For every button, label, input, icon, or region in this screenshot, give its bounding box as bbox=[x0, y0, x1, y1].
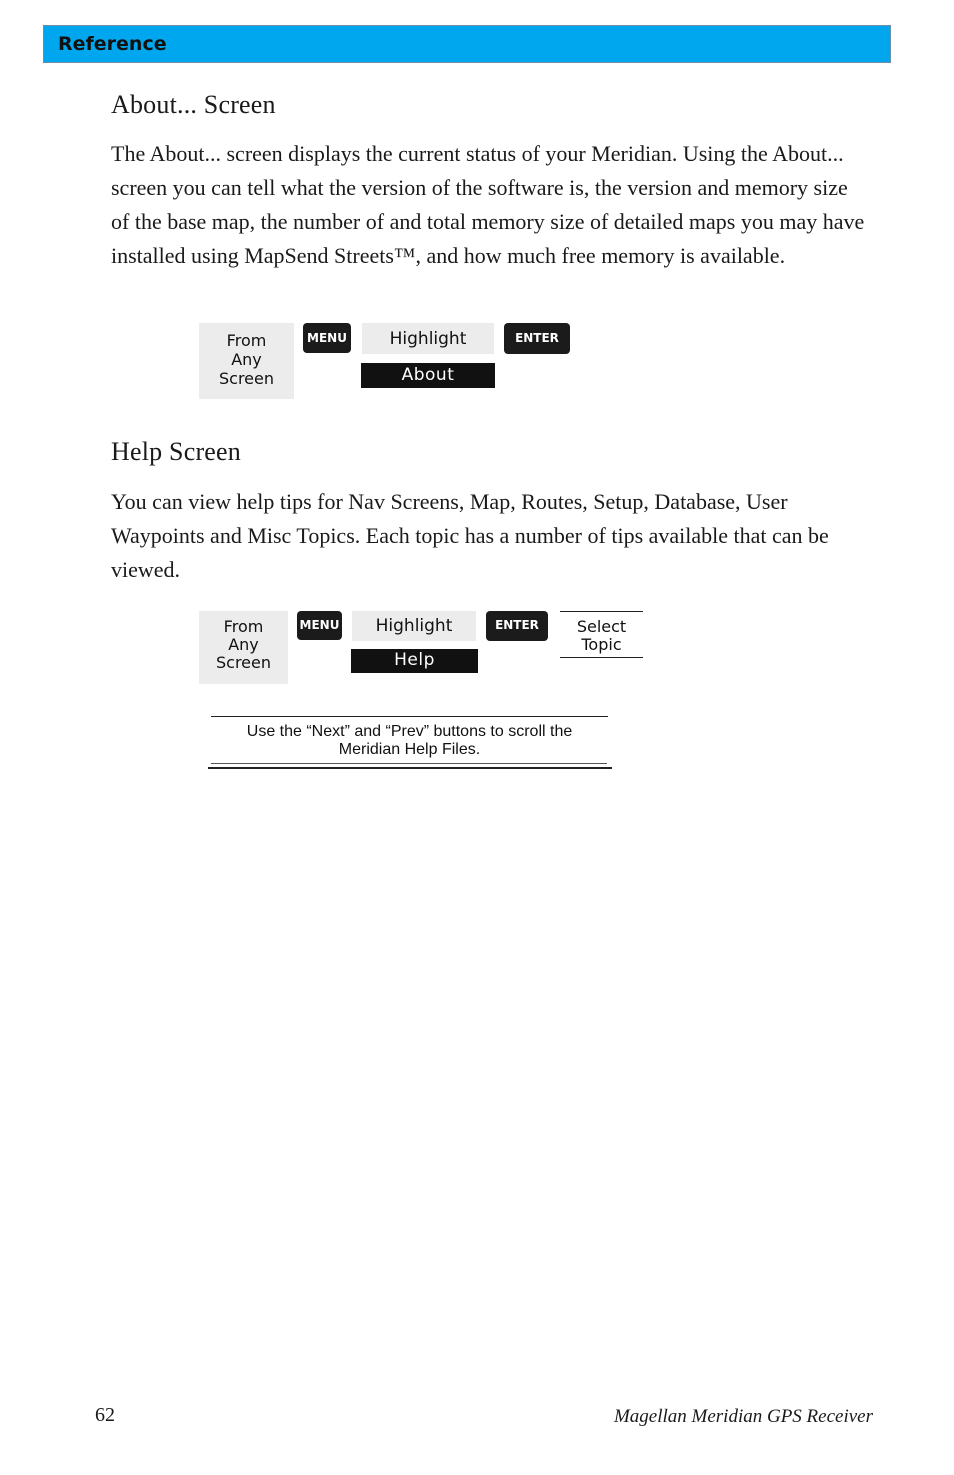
section-header-label: Reference bbox=[58, 33, 167, 55]
about-highlight-label: Highlight bbox=[362, 323, 494, 354]
about-highlight-item: About bbox=[361, 363, 495, 388]
note-top-rule bbox=[211, 716, 608, 717]
note-bottom-rule-thin bbox=[211, 763, 607, 764]
from-line-3: Screen bbox=[218, 369, 274, 388]
about-from-any-screen bbox=[199, 323, 294, 399]
from-line-2: Any bbox=[228, 635, 259, 654]
footer-title: Magellan Meridian GPS Receiver bbox=[613, 1406, 873, 1427]
from-line-2: Any bbox=[231, 350, 262, 369]
help-enter-key: ENTER bbox=[486, 611, 548, 641]
help-note bbox=[211, 723, 608, 759]
help-paragraph: You can view help tips for Nav Screens, Map, Routes, Setup, Database, User Waypoints and Misc Topics. Each topic has a number of tips available that can be viewed. bbox=[111, 489, 829, 582]
about-menu-key: MENU bbox=[303, 323, 351, 353]
help-highlight-label: Highlight bbox=[352, 611, 476, 641]
about-paragraph: The About... screen displays the current status of your Meridian. Using the About... screen you can tell what the version of the software is, the version and memory size of the base map, the number of and total memory size of detailed maps you may have installed using MapSend Streets™, and how much free memory is available. bbox=[111, 141, 865, 268]
select-line-1: Select bbox=[576, 617, 627, 636]
from-line-1: From bbox=[223, 617, 264, 636]
about-enter-key: ENTER bbox=[504, 323, 570, 354]
help-highlight-item: Help bbox=[351, 649, 478, 673]
note-line-1: Use the “Next” and “Prev” buttons to scroll the bbox=[246, 723, 573, 740]
section-header-bar bbox=[43, 25, 891, 63]
from-line-1: From bbox=[226, 331, 267, 350]
note-bottom-rule bbox=[208, 767, 612, 769]
help-from-any-screen bbox=[199, 611, 288, 684]
help-select-topic bbox=[560, 611, 643, 658]
about-heading: About... Screen bbox=[111, 90, 276, 119]
note-line-2: Meridian Help Files. bbox=[338, 741, 481, 758]
help-heading: Help Screen bbox=[111, 437, 241, 466]
from-line-3: Screen bbox=[215, 653, 271, 672]
help-menu-key: MENU bbox=[297, 611, 342, 640]
select-line-2: Topic bbox=[581, 635, 622, 654]
page-number: 62 bbox=[95, 1404, 115, 1426]
